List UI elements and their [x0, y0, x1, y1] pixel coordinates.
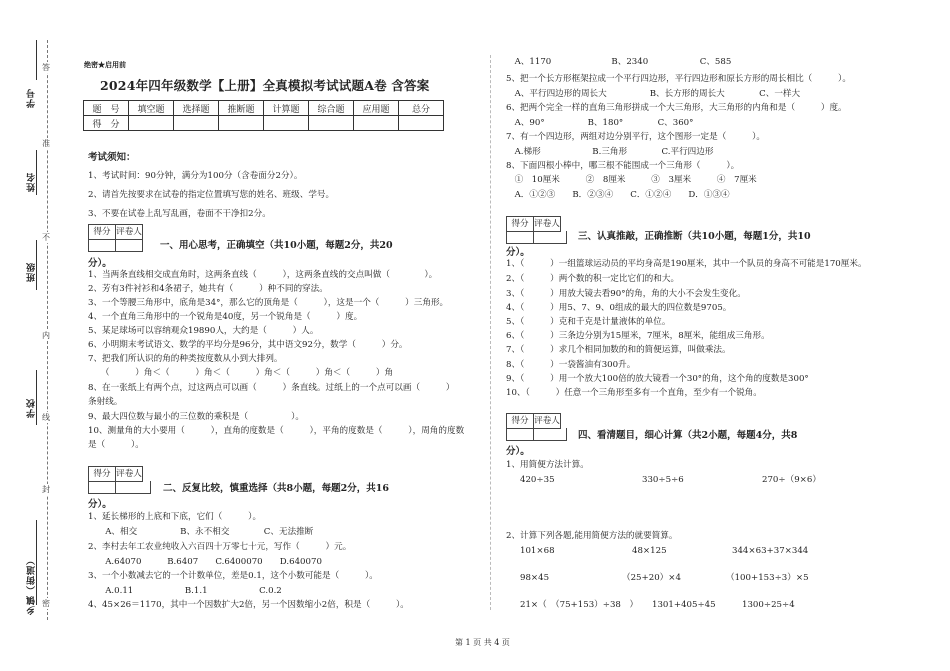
grader-reviewer-label: 评卷人 [116, 469, 142, 479]
choice-option: ① 10厘米 ② 8厘米 ③ 3厘米 ④ 7厘米 [506, 175, 757, 185]
grader-box-blank [88, 481, 151, 494]
seal-char: 密 [42, 599, 50, 608]
notice-item: 2、请首先按要求在试卷的指定位置填写您的姓名、班级、学号。 [88, 190, 335, 200]
calc-item: 98×45 [520, 573, 550, 583]
score-header-cell: 应用题 [354, 101, 399, 116]
page-number: 第 1 页 共 4 页 [455, 638, 510, 647]
fill-question: 8、在一张纸上有两个点，过这两点可以画（ ）条直线。过纸上的一个点可以画（ ） [88, 383, 455, 393]
choice-option: A.0.11 B.1.1 C.0.2 [88, 586, 282, 596]
notice-title: 考试须知： [88, 152, 136, 163]
section-1-title: 一、用心思考，正确填空（共10小题，每题2分，共20 [160, 240, 393, 251]
judge-question: 8、（ ）一袋酱油有300升。 [506, 360, 636, 370]
fill-question: 10、测量角的大小要用（ ），直角的度数是（ ），平角的度数是（ ），周角的度数 [88, 426, 465, 436]
calc-item: 101×68 [520, 546, 555, 556]
grader-box [506, 216, 561, 232]
choice-question: 6、把两个完全一样的直角三角形拼成一个大三角形，大三角形的内角和是（ ）度。 [506, 103, 847, 113]
seal-char: 不 [42, 233, 50, 242]
choice-option: A.64070 B.6407 C.6400070 D.640070 [88, 557, 322, 567]
student-id-label: 学号 [27, 88, 37, 108]
judge-question: 2、（ ）两个数的积一定比它们的和大。 [506, 274, 680, 284]
fill-question: 2、芳有3件衬衫和4条裙子，她共有（ ）种不同的穿法。 [88, 284, 328, 294]
fill-question: 条射线。 [88, 397, 123, 407]
score-cell[interactable] [129, 116, 174, 131]
school-label: 学校 [27, 398, 37, 418]
calc-instruction: 1、用简便方法计算。 [506, 460, 589, 470]
score-header-cell: 计算题 [264, 101, 309, 116]
score-cell[interactable] [309, 116, 354, 131]
score-header-cell: 选择题 [174, 101, 219, 116]
score-header-cell: 总分 [399, 101, 444, 116]
choice-question: 1、延长梯形的上底和下底，它们（ ）。 [88, 512, 262, 522]
section-4-title: 四、看清题目，细心计算（共2小题，每题4分，共8 [578, 430, 798, 441]
score-cell[interactable] [174, 116, 219, 131]
section-3-title: 三、认真推敲，正确推断（共10小题，每题1分，共10 [578, 231, 811, 242]
choice-option: A、相交 B、永不相交 C、无法推断 [88, 527, 314, 537]
score-header-cell: 综合题 [309, 101, 354, 116]
choice-option: A．①②③ B．②③④ C．①②④ D．①③④ [506, 190, 730, 200]
grader-score-label: 得分 [511, 219, 529, 229]
choice-question: 2、李村去年工农业纯收入六百四十万零七十元，写作（ ）元。 [88, 542, 352, 552]
calc-item: 420÷35 [520, 475, 555, 485]
calc-item: 48×125 [632, 546, 667, 556]
choice-question: 3、一个小数减去它的一个计数单位，差是0.1，这个小数可能是（ ）。 [88, 571, 378, 581]
fill-question: 5、某足球场可以容纳观众19890人，大约是（ ）人。 [88, 326, 319, 336]
score-cell[interactable] [264, 116, 309, 131]
judge-question: 9、（ ）用一个放大100倍的放大镜看一个30°的角，这个角的度数是300° [506, 374, 809, 384]
judge-question: 6、（ ）三条边分别为15厘米，7厘米，8厘米，能组成三角形。 [506, 331, 770, 341]
fill-question: 是（ ）。 [88, 440, 144, 450]
column-divider [490, 55, 491, 610]
choice-option: A、1170 B、2340 C、585 [506, 57, 732, 67]
grader-reviewer-label: 评卷人 [534, 219, 560, 229]
class-label: 班级 [27, 262, 37, 282]
choice-option: A、90° B、180° C、360° [506, 118, 694, 128]
fill-question: 3、一个等腰三角形中，底角是34°，那么它的顶角是（ ），这是一个（ ）三角形。 [88, 298, 449, 308]
score-header-cell: 推断题 [219, 101, 264, 116]
grader-box [506, 413, 561, 429]
grader-box [88, 466, 143, 482]
secret-mark: 绝密★启用前 [84, 60, 126, 69]
score-header-cell: 题 号 [84, 101, 129, 116]
grader-box-blank [506, 231, 567, 244]
score-cell[interactable] [399, 116, 444, 131]
grader-reviewer-label: 评卷人 [534, 416, 560, 426]
calc-item: 330÷5÷6 [642, 475, 684, 485]
page-title: 2024年四年级数学【上册】全真模拟考试试题A卷 含答案 [100, 78, 430, 93]
notice-item: 3、不要在试卷上乱写乱画，卷面不干净扣2分。 [88, 209, 271, 219]
calc-item: 270÷（9×6） [762, 475, 821, 485]
choice-option: A.梯形 B.三角形 C.平行四边形 [506, 147, 714, 157]
grader-box-blank [506, 428, 567, 441]
grader-reviewer-label: 评卷人 [116, 227, 142, 237]
fill-question: 1、当两条直线相交成直角时，这两条直线（ ），这两条直线的交点叫做（ ）。 [88, 270, 438, 280]
seal-char: 内 [42, 331, 50, 340]
calc-instruction: 2、计算下列各题,能用简便方法的就要简算。 [506, 531, 678, 541]
seal-char: 准 [42, 139, 50, 148]
seal-char: 线 [42, 413, 50, 422]
notice-item: 1、考试时间：90分钟，满分为100分（含卷面分2分）。 [88, 171, 303, 181]
name-label: 姓名 [27, 172, 37, 192]
township-label: 乡镇（街道） [27, 555, 37, 615]
section-4-title-cont: 分）。 [506, 446, 530, 457]
judge-question: 10、（ ）任意一个三角形至多有一个直角，至少有一个锐角。 [506, 388, 762, 398]
calc-item: 21×（ （75+153）÷38 ） [520, 600, 639, 610]
calc-item: （100+153÷3）×5 [726, 573, 809, 583]
choice-question: 7、有一个四边形，两组对边分别平行，这个图形一定是（ ）。 [506, 132, 765, 142]
grader-score-label: 得分 [93, 469, 111, 479]
seal-char: 封 [42, 485, 50, 494]
score-table [83, 100, 444, 131]
seal-char: 答 [42, 63, 50, 72]
judge-question: 5、（ ）克和千克是计量液体的单位。 [506, 317, 671, 327]
score-cell[interactable] [219, 116, 264, 131]
calc-item: 1301+405÷45 [652, 600, 716, 610]
fill-question: 4、一个直角三角形中的一个锐角是40度，另一个锐角是（ ）度。 [88, 312, 363, 322]
grader-box-blank [88, 239, 143, 252]
section-1-title-cont: 分）。 [88, 258, 112, 269]
section-3-title-cont: 分）。 [506, 247, 530, 258]
judge-question: 3、（ ）用放大镜去看90°的角，角的大小不会发生变化。 [506, 289, 746, 299]
binding-underline [36, 40, 37, 80]
fill-question: 6、小明期末考试语文、数学的平均分是96分，其中语文92分，数学（ ）分。 [88, 340, 408, 350]
choice-question: 8、下面四根小棒中，哪三根不能围成一个三角形（ ）。 [506, 161, 740, 171]
judge-question: 7、（ ）求几个相同加数的和的简便运算，叫做乘法。 [506, 345, 731, 355]
calc-item: 344×63+37×344 [732, 546, 809, 556]
fill-question: 7、把我们所认识的角的种类按度数从小到大排列。 [88, 354, 283, 364]
score-cell[interactable] [354, 116, 399, 131]
score-header-cell: 填空题 [129, 101, 174, 116]
grader-score-label: 得分 [93, 227, 111, 237]
grader-box [88, 224, 143, 240]
calc-item: 1300÷25÷4 [742, 600, 795, 610]
choice-question: 4、45×26＝1170，其中一个因数扩大2倍，另一个因数缩小2倍，积是（ ）。 [88, 600, 409, 610]
calc-item: （25+20）×4 [622, 573, 681, 583]
score-row-label: 得 分 [84, 116, 129, 131]
choice-option: A、平行四边形的周长大 B、长方形的周长大 C、一样大 [506, 89, 801, 99]
fill-question: （ ）角＜（ ）角＜（ ）角＜（ ）角＜（ ）角 [88, 368, 394, 378]
section-2-title: 二、反复比较，慎重选择（共8小题，每题2分，共16 [163, 483, 389, 494]
judge-question: 1、（ ）一组篮球运动员的平均身高是190厘米，其中一个队员的身高不可能是170厘米。 [506, 259, 867, 269]
section-2-title-cont: 分）。 [88, 499, 112, 510]
judge-question: 4、（ ）用5、7、9、0组成的最大的四位数是9705。 [506, 303, 732, 313]
grader-score-label: 得分 [511, 416, 529, 426]
fill-question: 9、最大四位数与最小的三位数的乘积是（ ）。 [88, 412, 305, 422]
choice-question: 5、把一个长方形框架拉成一个平行四边形，平行四边形和原长方形的周长相比（ ）。 [506, 74, 851, 84]
